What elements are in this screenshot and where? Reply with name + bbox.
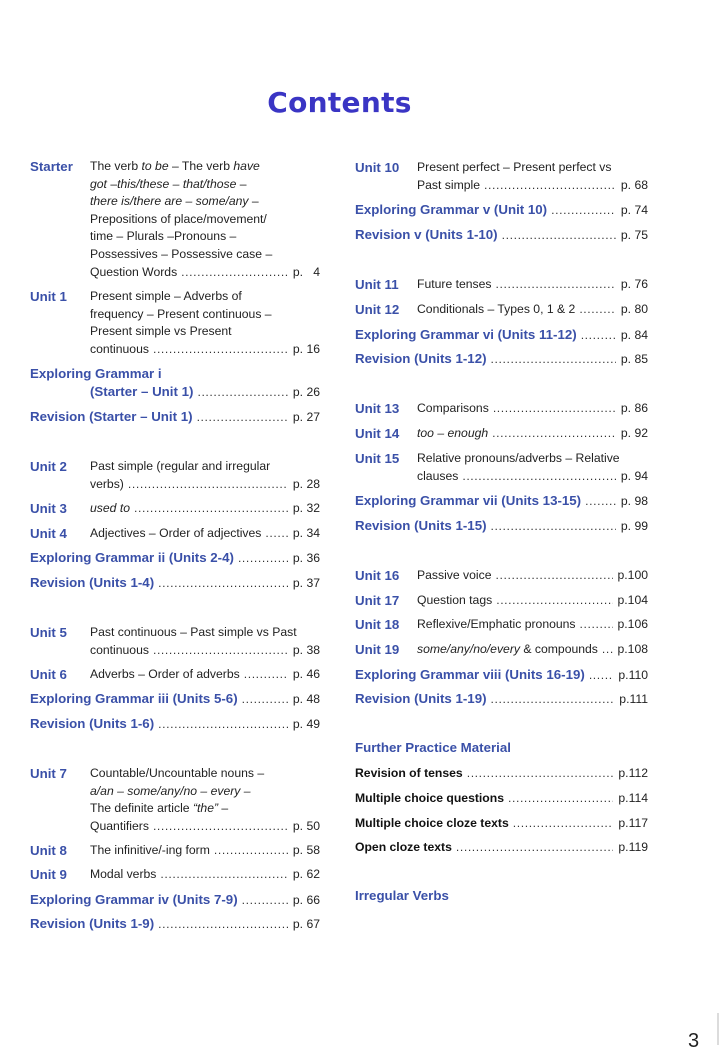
toc-entry-multiple-choice-cloze[interactable] [355, 815, 648, 833]
entry-line: Prepositions of place/movement/ [90, 211, 267, 226]
entry-text: some/any/no/every & compounds [417, 642, 598, 656]
page-number: p. 66 [292, 893, 320, 907]
entry-line: a/an – some/any/no – every – [90, 783, 251, 798]
page-number: p. 68 [620, 177, 648, 192]
page-number: p. 80 [620, 302, 648, 316]
entry-label: Unit 6 [30, 667, 67, 682]
entry-text: continuous [90, 341, 149, 356]
page-number: p. 75 [620, 228, 648, 242]
leader-dots [508, 790, 613, 808]
page-number: p. 27 [292, 410, 320, 424]
entry-line: Present simple vs Present [90, 324, 232, 339]
toc-entry-unit-18[interactable] [355, 616, 648, 634]
entry-label: Unit 15 [355, 451, 400, 466]
leader-dots [579, 301, 616, 319]
entry-text: Revision (Units 1-19) [355, 691, 487, 706]
leader-dots [551, 202, 616, 220]
page-number: p. 62 [292, 867, 320, 881]
page-number: p. 28 [292, 476, 320, 491]
toc-entry-exploring-grammar-i[interactable] [30, 365, 320, 401]
entry-line: Relative pronouns/adverbs – Relative [417, 451, 620, 465]
leader-dots [589, 667, 614, 685]
page-number: p.108 [617, 642, 648, 656]
entry-text: verbs) [90, 476, 124, 491]
entry-text: Open cloze texts [355, 840, 452, 854]
entry-text: Quantifiers [90, 818, 149, 833]
toc-entry-revision-units-1-4[interactable] [30, 574, 320, 593]
entry-line: got –this/these – that/those – [90, 176, 247, 191]
entry-line: there is/there are – some/any – [90, 194, 259, 209]
entry-text: Revision (Units 1-6) [30, 716, 155, 731]
page-number: p.114 [618, 791, 648, 805]
leader-dots [128, 476, 288, 494]
leader-dots [496, 592, 612, 610]
leader-dots [467, 765, 614, 783]
entry-line: Countable/Uncountable nouns – [90, 766, 265, 780]
toc-entry-revision-units-1-19[interactable] [355, 690, 648, 709]
entry-label: Unit 1 [30, 289, 67, 304]
toc-entry-unit-13[interactable] [355, 400, 648, 418]
entry-line: The verb to be – The verb have [90, 159, 260, 173]
entry-label: Unit 11 [355, 277, 399, 292]
entry-line: time – Plurals –Pronouns – [90, 229, 237, 244]
entry-text: Exploring Grammar vii (Units 13-15) [355, 493, 582, 508]
page-number: p. 76 [620, 277, 648, 291]
toc-entry-exploring-grammar-ii[interactable] [30, 549, 320, 568]
leader-dots [158, 575, 288, 593]
leader-dots [496, 276, 616, 294]
page-number: p.119 [618, 840, 648, 854]
leader-dots [197, 384, 287, 402]
entry-text: Exploring Grammar iv (Units 7-9) [30, 892, 238, 907]
entry-text: Comparisons [417, 401, 489, 415]
entry-label: Unit 13 [355, 401, 400, 416]
leader-dots [493, 400, 616, 418]
page-number: p.104 [617, 593, 648, 607]
page-number: p. 26 [292, 384, 320, 399]
toc-entry-unit-19[interactable] [355, 641, 648, 659]
page-number: p.111 [619, 692, 648, 706]
entry-text: Revision (Units 1-15) [355, 518, 487, 533]
leader-dots [491, 691, 615, 709]
entry-text: Multiple choice cloze texts [355, 816, 509, 830]
entry-text: Past simple [417, 177, 480, 192]
leader-dots [513, 815, 614, 833]
further-practice-heading: Further Practice Material [355, 740, 511, 755]
page-number: p.106 [617, 617, 648, 631]
leader-dots [484, 177, 616, 195]
entry-text: Question Words [90, 264, 178, 279]
entry-text: Future tenses [417, 277, 492, 291]
entry-text: Exploring Grammar viii (Units 16-19) [355, 667, 585, 682]
page-number: p. 49 [292, 717, 320, 731]
page-number: p. 16 [292, 341, 320, 356]
entry-label: Starter [30, 159, 73, 174]
toc-entry-unit-5[interactable] [30, 624, 320, 659]
entry-text: Multiple choice questions [355, 791, 504, 805]
page-edge-divider [717, 1013, 719, 1045]
toc-entry-starter[interactable] [30, 158, 320, 281]
entry-label: Unit 2 [30, 459, 67, 474]
page-number: p. 4 [292, 264, 320, 279]
entry-line: The definite article “the” – [90, 801, 229, 816]
leader-dots [581, 327, 616, 345]
toc-entry-revision-units-1-12[interactable] [355, 350, 648, 369]
entry-line: Present simple – Adverbs of [90, 289, 242, 303]
leader-dots [160, 866, 288, 884]
toc-entry-multiple-choice-questions[interactable] [355, 790, 648, 808]
page-number: p. 74 [620, 203, 648, 217]
toc-entry-unit-6[interactable] [30, 666, 320, 684]
page-number: p. 85 [620, 352, 648, 366]
leader-dots [580, 616, 613, 634]
toc-entry-revision-v-units-1-10[interactable] [355, 226, 648, 245]
entry-text: Reflexive/Emphatic pronouns [417, 617, 576, 631]
toc-entry-unit-16[interactable] [355, 567, 648, 585]
leader-dots [456, 839, 614, 857]
leader-dots [585, 493, 616, 511]
entry-text: used to [90, 501, 130, 515]
leader-dots [242, 691, 288, 709]
entry-text: Revision (Units 1-9) [30, 916, 155, 931]
toc-entry-open-cloze[interactable] [355, 839, 648, 857]
leader-dots [197, 409, 288, 427]
entry-line: frequency – Present continuous – [90, 306, 272, 321]
entry-text: Revision (Units 1-4) [30, 575, 155, 590]
toc-entry-unit-15[interactable] [355, 450, 648, 485]
leader-dots [181, 264, 288, 282]
entry-line: Possessives – Possessive case – [90, 246, 273, 261]
toc-entry-exploring-grammar-viii[interactable] [355, 666, 648, 685]
leader-dots [265, 525, 288, 543]
toc-entry-unit-2[interactable] [30, 458, 320, 493]
toc-entry-unit-4[interactable] [30, 525, 320, 543]
entry-text: Exploring Grammar ii (Units 2-4) [30, 550, 234, 565]
leader-dots [158, 716, 288, 734]
leader-dots [496, 567, 613, 585]
toc-entry-unit-1[interactable] [30, 288, 320, 358]
leader-dots [244, 666, 288, 684]
entry-label: Unit 14 [355, 426, 400, 441]
entry-label: Unit 3 [30, 501, 67, 516]
leader-dots [134, 500, 288, 518]
entry-text: Conditionals – Types 0, 1 & 2 [417, 302, 576, 316]
page-number: p. 86 [620, 401, 648, 415]
toc-entry-exploring-grammar-vii[interactable] [355, 492, 648, 511]
entry-label: Unit 7 [30, 766, 67, 781]
toc-entry-unit-12[interactable] [355, 301, 648, 319]
entry-text: Modal verbs [90, 867, 157, 881]
toc-entry-unit-17[interactable] [355, 592, 648, 610]
entry-label: Unit 9 [30, 867, 67, 882]
entry-text: Revision of tenses [355, 766, 463, 780]
leader-dots [238, 550, 288, 568]
page-number: p. 36 [292, 551, 320, 565]
leader-dots [491, 351, 616, 369]
entry-text: clauses [417, 468, 459, 483]
leader-dots [502, 227, 616, 245]
toc-entry-exploring-grammar-iii[interactable] [30, 690, 320, 709]
toc-entry-revision-units-1-15[interactable] [355, 517, 648, 536]
page-number: p. 46 [292, 667, 320, 681]
page-number: p.112 [618, 766, 648, 780]
entry-label: Unit 10 [355, 160, 400, 175]
page-number: p. 38 [292, 642, 320, 657]
leader-dots [462, 468, 616, 486]
entry-text: Adjectives – Order of adjectives [90, 526, 262, 540]
leader-dots [242, 892, 288, 910]
entry-line: Past continuous – Past simple vs Past [90, 625, 297, 639]
entry-text: (Starter – Unit 1) [90, 383, 194, 399]
leader-dots [491, 518, 616, 536]
toc-entry-revision-units-1-6[interactable] [30, 715, 320, 734]
leader-dots [153, 341, 288, 359]
leader-dots [153, 818, 288, 836]
entry-text: Question tags [417, 593, 493, 607]
leader-dots [492, 425, 616, 443]
entry-text: Exploring Grammar i [30, 366, 162, 381]
page-number: p. 98 [620, 494, 648, 508]
page-number: p. 32 [292, 501, 320, 515]
entry-label: Unit 17 [355, 593, 400, 608]
entry-label: Unit 19 [355, 642, 400, 657]
toc-entry-unit-10[interactable] [355, 159, 648, 194]
toc-entry-unit-14[interactable] [355, 425, 648, 443]
page-number: p. 99 [620, 519, 648, 533]
page-number: p. 50 [292, 818, 320, 833]
page-number: p. 37 [292, 576, 320, 590]
page-number: p.117 [618, 816, 648, 830]
toc-entry-revision-of-tenses[interactable] [355, 765, 648, 783]
page-number: p.110 [618, 668, 648, 682]
page-number: p. 92 [620, 426, 648, 440]
entry-text: Exploring Grammar iii (Units 5-6) [30, 691, 238, 706]
page-number: p. 94 [620, 468, 648, 483]
toc-entry-unit-9[interactable] [30, 866, 320, 884]
page-number: p. 67 [292, 917, 320, 931]
page-title: Contents [267, 86, 412, 119]
entry-text: Exploring Grammar vi (Units 11-12) [355, 327, 577, 342]
entry-line: Present perfect – Present perfect vs [417, 160, 612, 174]
entry-label: Unit 16 [355, 568, 400, 583]
toc-entry-revision-units-1-9[interactable] [30, 915, 320, 934]
toc-entry-unit-3[interactable] [30, 500, 320, 518]
toc-entry-unit-11[interactable] [355, 276, 648, 294]
page-number: p. 34 [292, 526, 320, 540]
page-number-footer: 3 [688, 1030, 700, 1052]
toc-entry-revision-starter-unit-1[interactable] [30, 408, 320, 427]
toc-entry-exploring-grammar-iv[interactable] [30, 891, 320, 910]
toc-entry-unit-7[interactable] [30, 765, 320, 835]
page-number: p. 58 [292, 843, 320, 857]
entry-text: The infinitive/-ing form [90, 843, 210, 857]
toc-entry-unit-8[interactable] [30, 842, 320, 860]
toc-entry-exploring-grammar-v[interactable] [355, 201, 648, 220]
entry-text: continuous [90, 642, 149, 657]
entry-text: Revision (Units 1-12) [355, 351, 487, 366]
entry-label: Unit 12 [355, 302, 400, 317]
leader-dots [602, 641, 613, 659]
page-number: p.100 [617, 568, 648, 582]
toc-entry-exploring-grammar-vi[interactable] [355, 326, 648, 345]
page-number: p. 84 [620, 328, 648, 342]
leader-dots [158, 916, 288, 934]
entry-text: Adverbs – Order of adverbs [90, 667, 240, 681]
entry-text: Revision v (Units 1-10) [355, 227, 498, 242]
entry-line: Past simple (regular and irregular [90, 459, 271, 473]
entry-label: Unit 18 [355, 617, 400, 632]
entry-label: Unit 4 [30, 526, 67, 541]
toc-entry-irregular-verbs[interactable]: Irregular Verbs [355, 888, 449, 903]
entry-label: Unit 5 [30, 625, 67, 640]
entry-text: Exploring Grammar v (Unit 10) [355, 202, 548, 217]
leader-dots [153, 642, 288, 660]
entry-text: Revision (Starter – Unit 1) [30, 409, 193, 424]
entry-text: too – enough [417, 426, 489, 440]
entry-text: Passive voice [417, 568, 492, 582]
leader-dots [214, 842, 288, 860]
page-number: p. 48 [292, 692, 320, 706]
entry-label: Unit 8 [30, 843, 67, 858]
